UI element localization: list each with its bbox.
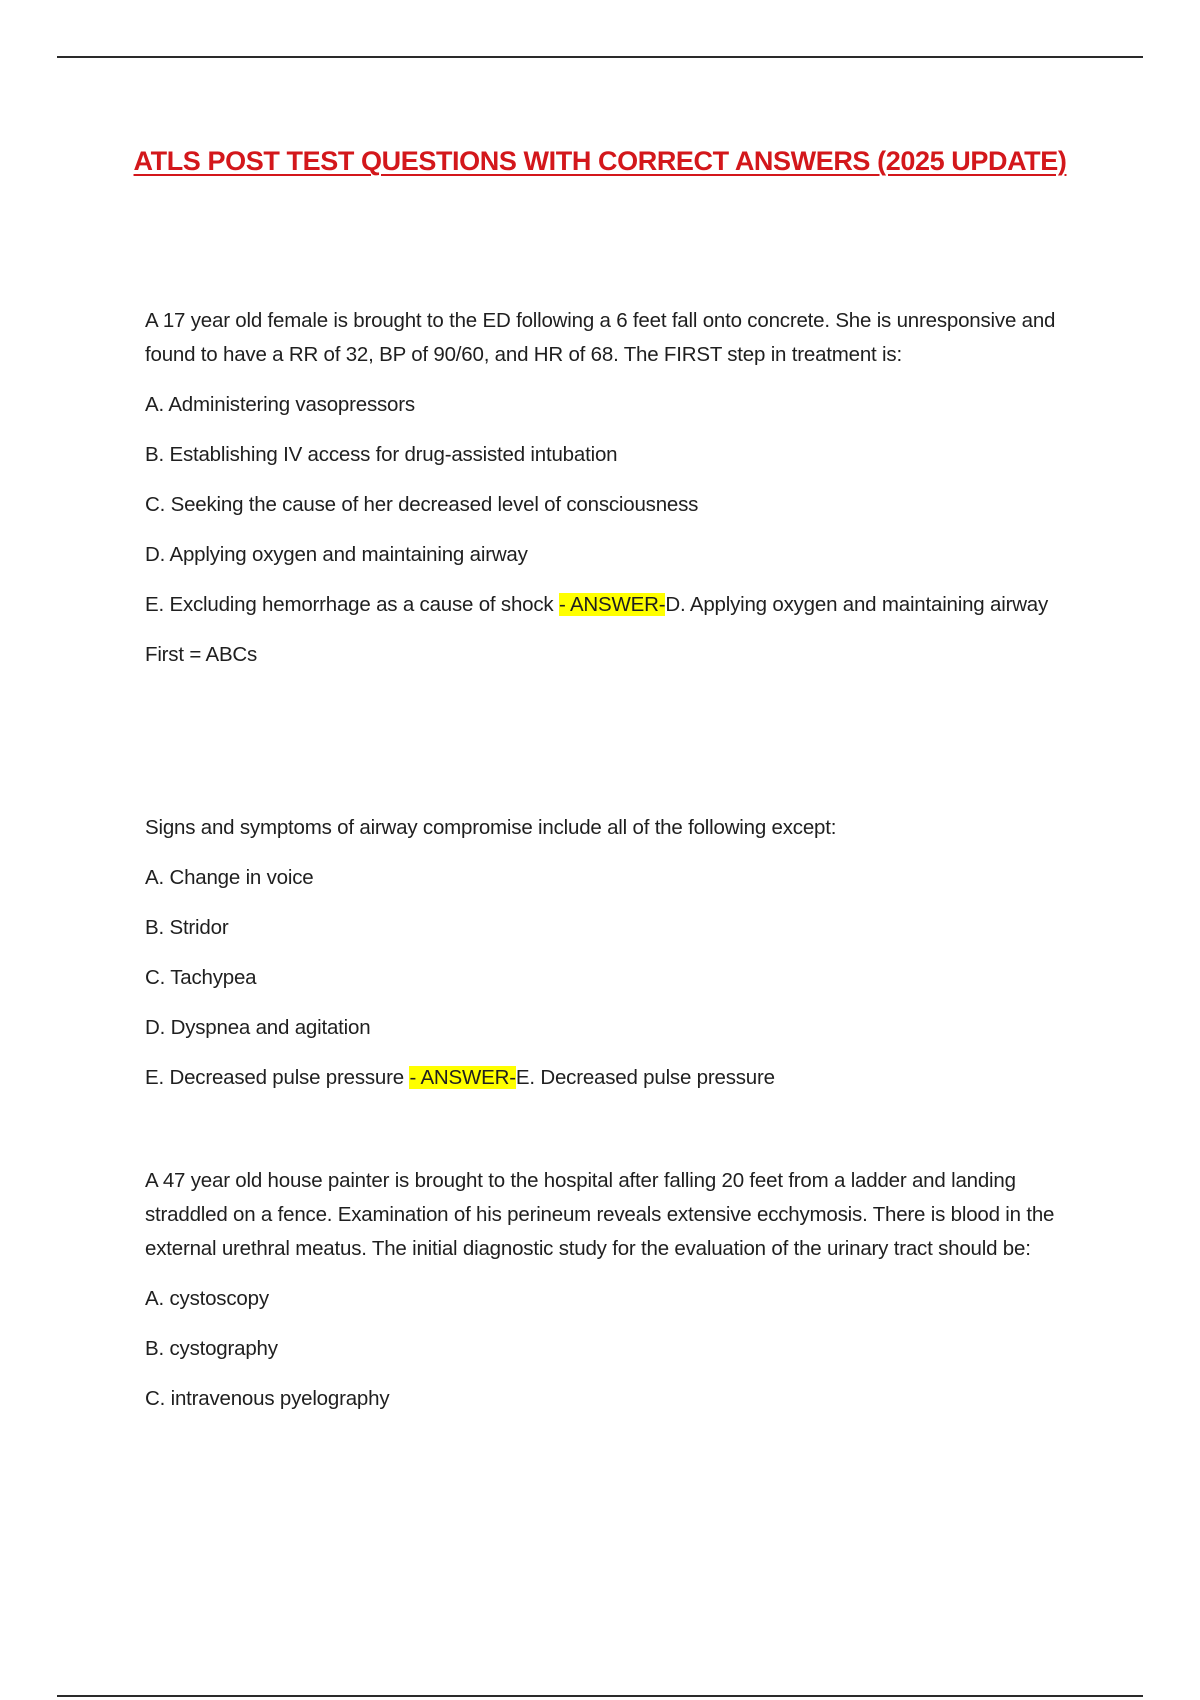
option-a: A. cystoscopy bbox=[145, 1287, 269, 1310]
option-e: E. Decreased pulse pressure bbox=[145, 1066, 410, 1089]
option-e-with-answer bbox=[145, 1061, 1085, 1095]
answer-text: D. Applying oxygen and maintaining airway bbox=[665, 593, 1049, 616]
option-c: C. Tachypea bbox=[145, 966, 257, 989]
option-c: C. Seeking the cause of her decreased level of consciousness bbox=[145, 493, 699, 516]
option-a: A. Change in voice bbox=[145, 866, 314, 889]
question-block-1 bbox=[145, 304, 1085, 688]
option-e: E. Excluding hemorrhage as a cause of shock bbox=[145, 593, 559, 616]
option-b: B. Establishing IV access for drug-assisted intubation bbox=[145, 443, 618, 466]
document-title: ATLS POST TEST QUESTIONS WITH CORRECT ANSWERS (2025 UPDATE) bbox=[133, 146, 1067, 176]
option-d: D. Dyspnea and agitation bbox=[145, 1016, 371, 1039]
answer-marker: - ANSWER- bbox=[558, 593, 666, 616]
bottom-rule bbox=[57, 1695, 1143, 1697]
option-e-with-answer bbox=[145, 588, 1085, 622]
question-stem: A 47 year old house painter is brought to the hospital after falling 20 feet from a ladder and landing straddled on a fence. Examination of his perineum reveals extensive ecchymosis. There is blood in the external urethral meatus. The initial diagnostic study for the evaluation of the urinary tract should be: bbox=[145, 1169, 1055, 1260]
answer-note: First = ABCs bbox=[145, 643, 258, 666]
question-stem: Signs and symptoms of airway compromise include all of the following except: bbox=[145, 816, 837, 839]
question-stem: A 17 year old female is brought to the ED following a 6 feet fall onto concrete. She is unresponsive and found to have a RR of 32, BP of 90/60, and HR of 68. The FIRST step in treatment is: bbox=[145, 309, 1056, 366]
answer-text: E. Decreased pulse pressure bbox=[515, 1066, 775, 1089]
question-block-3 bbox=[145, 1164, 1085, 1432]
answer-marker: - ANSWER- bbox=[409, 1066, 516, 1089]
option-b: B. Stridor bbox=[145, 916, 229, 939]
question-block-2 bbox=[145, 811, 1085, 1111]
option-a: A. Administering vasopressors bbox=[145, 393, 415, 416]
option-d: D. Applying oxygen and maintaining airway bbox=[145, 543, 528, 566]
option-c: C. intravenous pyelography bbox=[145, 1387, 390, 1410]
option-b: B. cystography bbox=[145, 1337, 278, 1360]
top-rule bbox=[57, 56, 1143, 58]
